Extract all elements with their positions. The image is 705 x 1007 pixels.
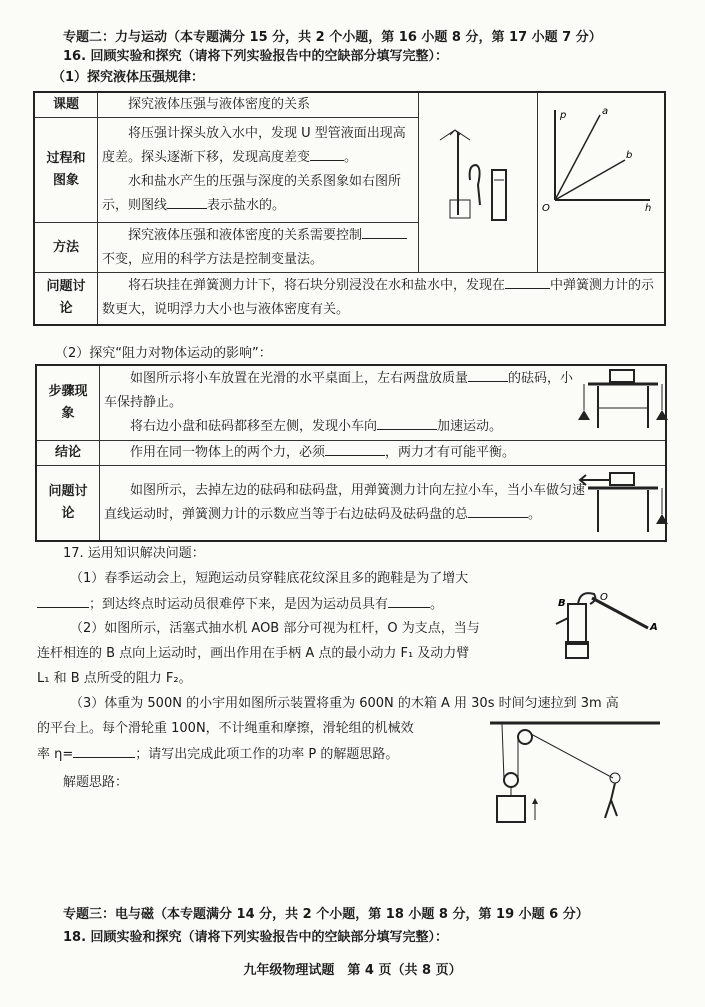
method-cell: 探究液体压强和液体密度的关系需要控制不变，应用的科学方法是控制变量法。 bbox=[98, 223, 419, 273]
x-axis-label: h bbox=[645, 203, 652, 212]
line-a-label: a bbox=[602, 106, 609, 117]
blank-input[interactable] bbox=[468, 369, 508, 382]
blank-input[interactable] bbox=[37, 595, 89, 608]
q16-title: 16. 回顾实验和探究（请将下列实验报告中的空缺部分填写完整）： bbox=[63, 49, 449, 64]
section3-heading: 专题三：电与磁（本专题满分 14 分，共 2 个小题，第 18 小题 8 分，第 19 小题 6 分） bbox=[63, 907, 589, 922]
table-resistance-motion bbox=[35, 364, 667, 542]
solution-label: 解题思路： bbox=[63, 775, 129, 790]
water-pump-figure bbox=[550, 590, 660, 660]
pressure-gauge-figure bbox=[430, 125, 530, 225]
line-b-label: b bbox=[626, 150, 633, 161]
blank-input[interactable] bbox=[505, 276, 550, 289]
blank-input[interactable] bbox=[167, 196, 207, 209]
row-label-steps: 步骤现象 bbox=[36, 365, 100, 440]
row-label-topic: 课题 bbox=[34, 92, 98, 118]
q17-part1-cont: ；到达终点时运动员很难停下来，是因为运动员具有 。 bbox=[37, 595, 443, 614]
point-b-label: B bbox=[558, 598, 566, 609]
q17-part2-cont: 连杆相连的 B 点向上运动时，画出作用在手柄 A 点的最小动力 F₁ 及动力臂 bbox=[37, 646, 470, 661]
q16-part2-title: （2）探究“阻力对物体运动的影响”： bbox=[55, 346, 272, 361]
row-label-discussion: 问题讨论 bbox=[34, 273, 98, 325]
row-label-method: 方法 bbox=[34, 223, 98, 273]
conclusion-cell: 作用在同一物体上的两个力，必须 ，两力才有可能平衡。 bbox=[100, 440, 667, 465]
discussion-cell: 将石块挂在弹簧测力计下，将石块分别浸没在水和盐水中，发现在 中弹簧测力计的示数更大，说明浮力大小也与液体密度有关。 bbox=[98, 273, 666, 325]
q18-title: 18. 回顾实验和探究（请将下列实验报告中的空缺部分填写完整）： bbox=[63, 930, 449, 945]
cart-table-figure bbox=[578, 368, 668, 438]
q17-title: 17. 运用知识解决问题： bbox=[63, 546, 205, 561]
blank-input[interactable] bbox=[377, 417, 437, 430]
row-label-process: 过程和图象 bbox=[34, 118, 98, 223]
q16-part1-title: （1）探究液体压强规律： bbox=[52, 70, 205, 85]
page-footer: 九年级物理试题 第 4 页（共 8 页） bbox=[243, 963, 462, 978]
row-label-conclusion: 结论 bbox=[36, 440, 100, 465]
discussion-cell-2: 如图所示，去掉左边的砝码和砝码盘，用弹簧测力计向左拉小车，当小车做匀速直线运动时，弹簧测力计的示数应当等于右边砝码及砝码盘的总 。 bbox=[100, 465, 667, 541]
q17-part3-cont2: 率 η= ；请写出完成此项工作的功率 P 的解题思路。 bbox=[37, 747, 399, 762]
y-axis-label: p bbox=[560, 110, 567, 121]
steps-cell: 如图所示将小车放置在光滑的水平桌面上，左右两盘放质量 的砝码，小车保持静止。 将右边小盘和砝码都移至左侧，发现小车向 加速运动。 bbox=[100, 365, 667, 440]
blank-input[interactable] bbox=[325, 443, 385, 456]
section2-heading: 专题二：力与运动（本专题满分 15 分，共 2 个小题，第 16 小题 8 分，第 17 小题 7 分） bbox=[63, 30, 602, 45]
process-cell: 将压强计探头放入水中，发现 U 型管液面出现高度差。探头逐渐下移，发现高度差变 。 水和盐水产生的压强与深度的关系图象如右图所示，则图线 表示盐水的。 bbox=[98, 118, 419, 223]
efficiency-blank[interactable] bbox=[73, 745, 135, 758]
pressure-depth-graph bbox=[540, 100, 660, 212]
q17-part2-cont2: L₁ 和 B 点所受的阻力 F₂。 bbox=[37, 671, 192, 686]
blank-input[interactable] bbox=[388, 595, 430, 608]
q17-part3-cont: 的平台上。每个滑轮重 100N，不计绳重和摩擦，滑轮组的机械效 bbox=[37, 721, 414, 736]
topic-cell: 探究液体压强与液体密度的关系 bbox=[98, 92, 419, 118]
point-a-label: A bbox=[650, 622, 658, 633]
row-label-discussion-2: 问题讨论 bbox=[36, 465, 100, 541]
blank-input[interactable] bbox=[310, 148, 344, 161]
pulley-system-figure bbox=[485, 720, 665, 830]
blank-input[interactable] bbox=[468, 505, 528, 518]
blank-input[interactable] bbox=[362, 226, 407, 239]
q17-part2: （2）如图所示，活塞式抽水机 AOB 部分可视为杠杆，O 为支点，当与 bbox=[70, 621, 480, 636]
point-o-label: O bbox=[600, 592, 608, 603]
q17-part1: （1）春季运动会上，短跑运动员穿鞋底花纹深且多的跑鞋是为了增大 bbox=[70, 571, 469, 586]
cart-spring-scale-figure bbox=[578, 470, 668, 538]
q17-part3: （3）体重为 500N 的小宇用如图所示装置将重为 600N 的木箱 A 用 30s 时间匀速拉到 3m 高 bbox=[70, 696, 619, 711]
origin-label: O bbox=[542, 203, 550, 212]
